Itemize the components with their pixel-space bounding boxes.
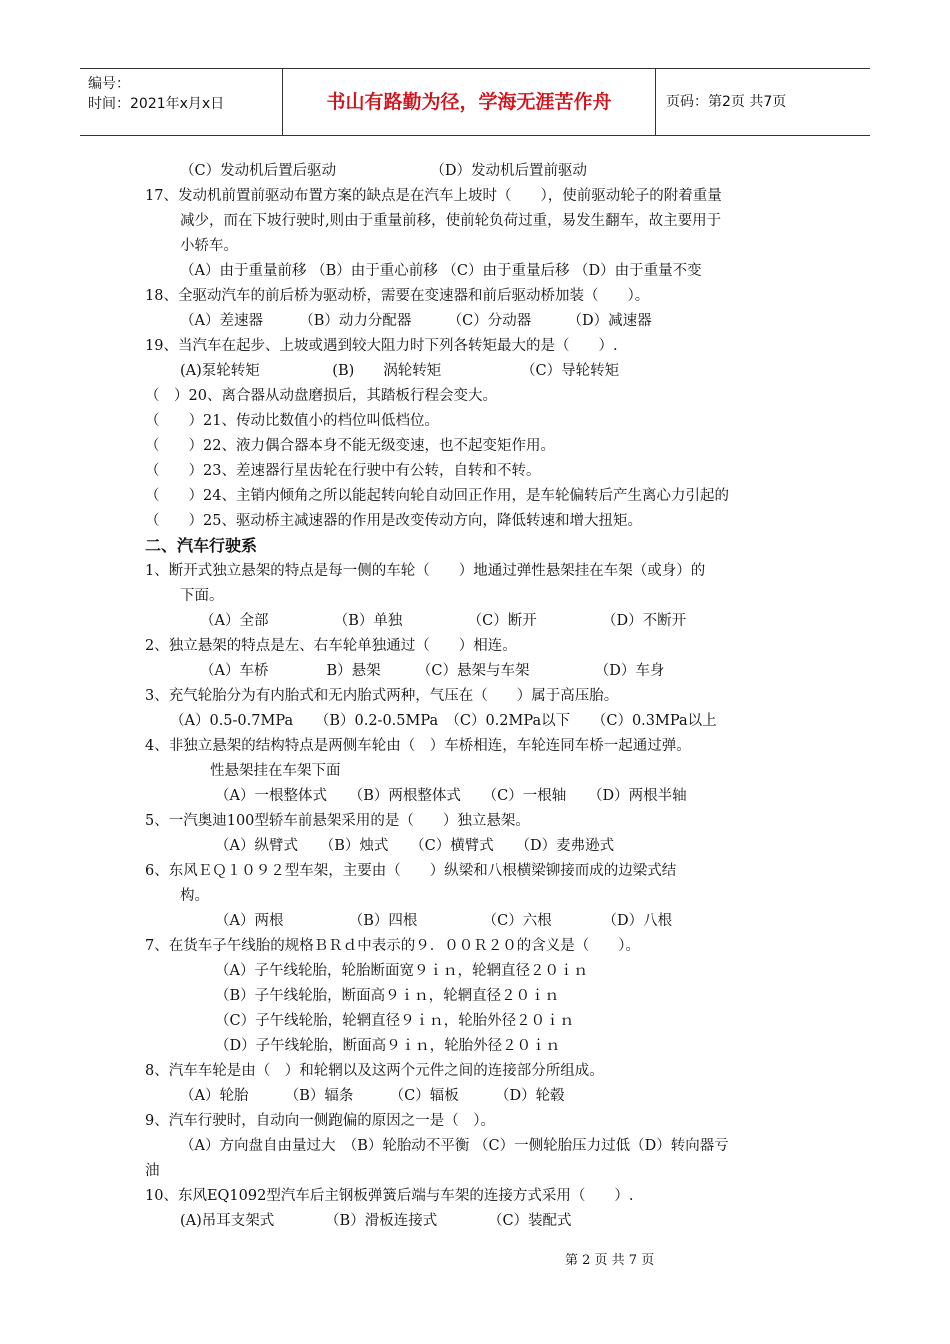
question-2: 2、独立悬架的特点是左、右车轮单独通过（ ）相连。	[145, 638, 517, 654]
option-a: （A）子午线轮胎，轮胎断面宽９ｉｎ，轮辋直径２０ｉｎ	[215, 963, 588, 979]
text-line: （C）发动机后置后驱动 （D）发动机后置前驱动	[180, 163, 587, 179]
question-6: 6、东风ＥＱ１０９２型车架，主要由（ ）纵梁和八根横梁铆接而成的边梁式结	[145, 863, 677, 879]
judgement-23: （ ）23、差速器行星齿轮在行驶中有公转，自转和不转。	[145, 463, 541, 479]
judgement-21: （ ）21、传动比数值小的档位叫低档位。	[145, 413, 439, 429]
options-line: （A）差速器 （B）动力分配器 （C）分动器 （D）减速器	[180, 313, 652, 329]
section-heading: 二、汽车行驶系	[145, 536, 258, 555]
doc-number-label: 编号：	[88, 76, 130, 92]
question-5: 5、一汽奥迪100型轿车前悬架采用的是（ ）独立悬架。	[145, 813, 530, 829]
text-line: 小轿车。	[180, 238, 238, 254]
question-8: 8、汽车车轮是由（ ）和轮辋以及这两个元件之间的连接部分所组成。	[145, 1063, 604, 1079]
question-18: 18、全驱动汽车的前后桥为驱动桥，需要在变速器和前后驱动桥加装（ ）。	[145, 288, 650, 304]
option-d: （D）子午线轮胎，断面高９ｉｎ，轮胎外径２０ｉｎ	[215, 1038, 561, 1054]
text-line: 油	[145, 1163, 160, 1179]
text-line: 减少，而在下坡行驶时,则由于重量前移，使前轮负荷过重，易发生翻车，故主要用于	[180, 213, 722, 229]
options-line: （A）全部 （B）单独 （C）断开 （D）不断开	[200, 613, 687, 629]
options-line: (A)泵轮转矩 (B) 涡轮转矩 （C）导轮转矩	[180, 363, 620, 379]
options-line: （A）车桥 B）悬架 （C）悬架与车架 （D）车身	[200, 663, 665, 679]
page-header	[80, 68, 870, 136]
footer-page-number: 第 2 页 共 7 页	[565, 1253, 655, 1268]
question-10: 10、东风EQ1092型汽车后主钢板弹簧后端与车架的连接方式采用（ ）.	[145, 1188, 634, 1204]
question-3: 3、充气轮胎分为有内胎式和无内胎式两种，气压在（ ）属于高压胎。	[145, 688, 619, 704]
header-meta-cell	[80, 69, 283, 135]
options-line: （A）两根 （B）四根 （C）六根 （D）八根	[215, 913, 673, 929]
question-4: 4、非独立悬架的结构特点是两侧车轮由（ ）车桥相连，车轮连同车桥一起通过弹。	[145, 738, 691, 754]
options-line: （A）一根整体式 （B）两根整体式 （C）一根轴 （D）两根半轴	[215, 788, 687, 804]
doc-time-label: 时间：2021年x月x日	[88, 96, 225, 112]
options-line: （A）纵臂式 （B）烛式 （C）横臂式 （D）麦弗逊式	[215, 838, 615, 854]
option-b: （B）子午线轮胎，断面高９ｉｎ，轮辋直径２０ｉｎ	[215, 988, 560, 1004]
question-1: 1、断开式独立悬架的特点是每一侧的车轮（ ）地通过弹性悬架挂在车架（或身）的	[145, 563, 706, 579]
option-c: （C）子午线轮胎，轮辋直径９ｉｎ，轮胎外径２０ｉｎ	[215, 1013, 575, 1029]
header-page-label: 页码：第2页 共7页	[666, 94, 787, 110]
options-line: （A）轮胎 （B）辐条 （C）辐板 （D）轮毂	[180, 1088, 565, 1104]
options-line: （A）0.5-0.7MPa （B）0.2-0.5MPa （C）0.2MPa以下 （C）0.3MPa以上	[170, 713, 717, 729]
header-motto: 书山有路勤为径，学海无涯苦作舟	[283, 69, 656, 135]
judgement-24: （ ）24、主销内倾角之所以能起转向轮自动回正作用，是车轮偏转后产生离心力引起的	[145, 488, 729, 504]
text-line: 构。	[180, 888, 209, 904]
question-7: 7、在货车子午线胎的规格ＢＲｄ中表示的９．００Ｒ２０的含义是（ ）。	[145, 938, 640, 954]
options-line: (A)吊耳支架式 （B）滑板连接式 （C）装配式	[180, 1213, 572, 1229]
text-line: 下面。	[180, 588, 224, 604]
options-line: （A）方向盘自由量过大 （B）轮胎动不平衡 （C）一侧轮胎压力过低（D）转向器亏	[180, 1138, 729, 1154]
options-line: （A）由于重量前移 （B）由于重心前移 （C）由于重量后移 （D）由于重量不变	[180, 263, 702, 279]
question-17: 17、发动机前置前驱动布置方案的缺点是在汽车上坡时（ ），使前驱动轮子的附着重量	[145, 188, 722, 204]
judgement-25: （ ）25、驱动桥主减速器的作用是改变传动方向，降低转速和增大扭矩。	[145, 513, 642, 529]
judgement-22: （ ）22、液力偶合器本身不能无级变速，也不起变矩作用。	[145, 438, 555, 454]
question-19: 19、当汽车在起步、上坡或遇到较大阻力时下列各转矩最大的是（ ）.	[145, 338, 618, 354]
judgement-20: （ ）20、离合器从动盘磨损后，其踏板行程会变大。	[145, 388, 497, 404]
question-9: 9、汽车行驶时，自动向一侧跑偏的原因之一是（ ）。	[145, 1113, 495, 1129]
text-line: 性悬架挂在车架下面	[210, 763, 341, 779]
